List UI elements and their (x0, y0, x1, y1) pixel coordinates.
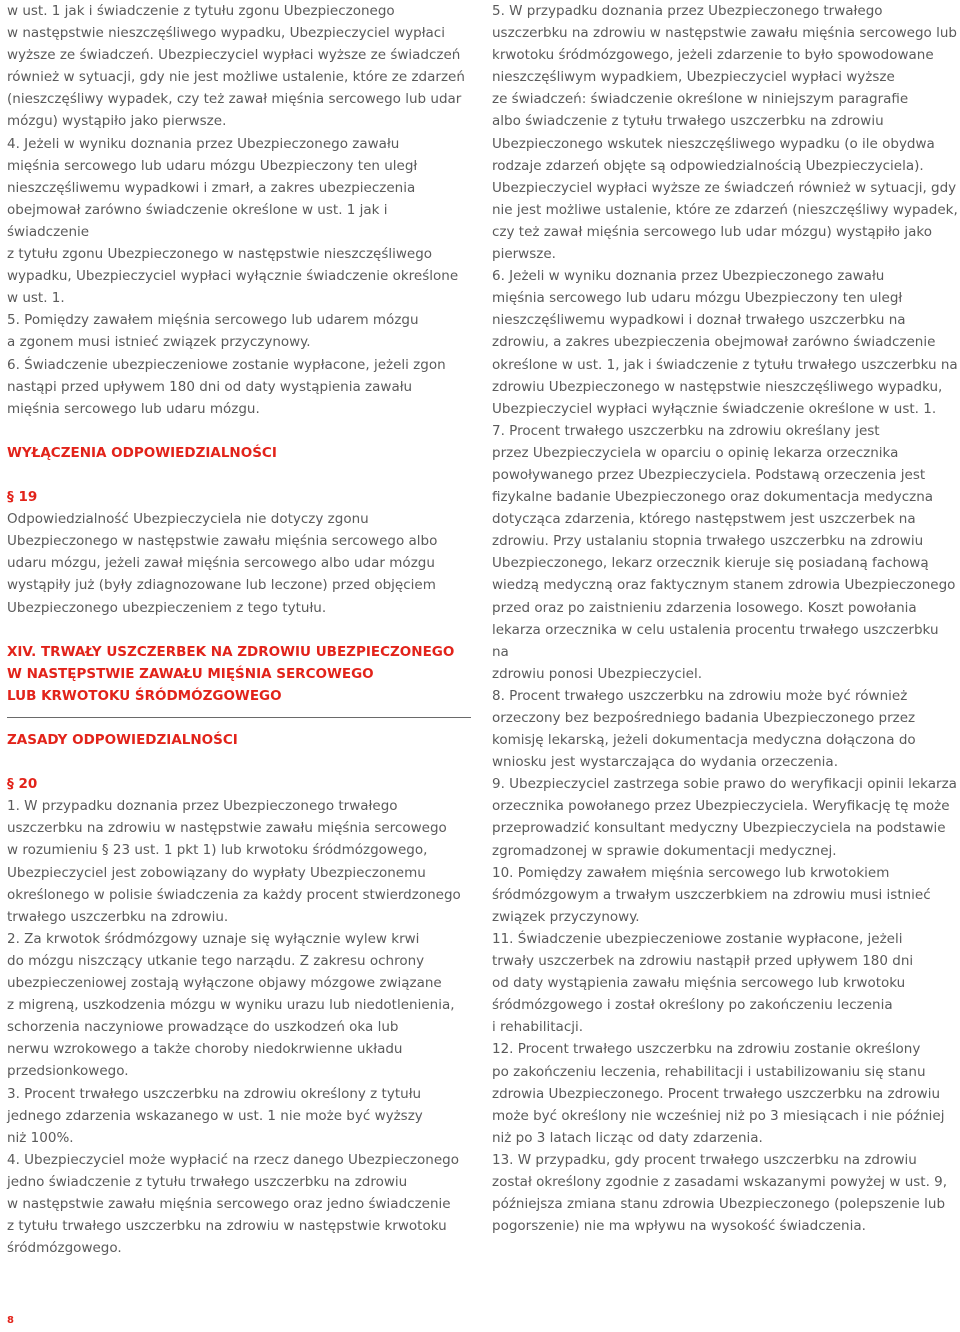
section-20-paragraph-7: 7. Procent trwałego uszczerbku na zdrowiu określany jest przez Ubezpieczyciela w oparciu o opinię lekarza orzecznika powoływanego przez Ubezpieczyciela. Podstawą orzeczenia jest fizykalne badanie Ubezpieczonego oraz dokumentacja medyczna dotycząca zdarzenia, którego następstwem jest uszczerbek na zdrowiu. Przy ustalaniu stopnia trwałego uszczerbku na zdrowiu Ubezpieczonego, lekarz orzecznik kieruje się posiadaną fachową wiedzą medyczną oraz faktycznym stanem zdrowia Ubezpieczonego przed oraz po zaistnieniu zdarzenia losowego. Koszt powołania lekarza orzecznika w celu ustalenia procentu trwałego uszczerbku na zdrowiu ponosi Ubezpieczyciel. (492, 422, 956, 682)
spacer (7, 420, 469, 442)
section-20-number: § 20 (7, 776, 38, 793)
section-20-paragraph-11: 11. Świadczenie ubezpieczeniowe zostanie wypłacone, jeżeli trwały uszczerbek na zdrowiu nastąpił przed upływem 180 dni od daty wystąpienia zawału mięśnia sercowego lub krwotoku śródmózgowego i został określony po zakończeniu leczenia i rehabilitacji. (492, 930, 914, 1036)
section-20-paragraph-3: 3. Procent trwałego uszczerbku na zdrowiu określony z tytułu jednego zdarzenia wskazanego w ust. 1 nie może być wyższy niż 100%. (7, 1085, 423, 1146)
section-20-paragraph-5: 5. W przypadku doznania przez Ubezpieczonego trwałego uszczerbku na zdrowiu w następstwie zawału mięśnia sercowego lub krwotoku śródmózgowego, jeżeli zdarzenie to było spowodowane nieszczęśliwym wypadkiem, Ubezpieczyciel wypłaci wyższe ze świadczeń: świadczenie określone w niniejszym paragrafie albo świadczenie z tytułu trwałego uszczerbku na zdrowiu Ubezpieczonego wskutek nieszczęśliwego wypadku (o ile obydwa rodzaje zdarzeń objęte są odpowiedzialnością Ubezpieczyciela). Ubezpieczyciel wypłaci wyższe ze świadczeń również w sytuacji, gdy nie jest możliwe ustalenie, które ze zdarzeń (nieszczęśliwy wypadek, czy też zawał mięśnia sercowego lub udar mózgu) wystąpiło jako pierwsze. (492, 3, 958, 263)
spacer (7, 464, 469, 486)
section-20-paragraph-10: 10. Pomiędzy zawałem mięśnia sercowego lub krwotokiem śródmózgowym a trwałym uszczerbkiem na zdrowiu musi istnieć związek przyczynowy. (492, 864, 931, 925)
section-20-paragraph-13: 13. W przypadku, gdy procent trwałego uszczerbku na zdrowiu został określony zgodnie z zasadami wskazanymi powyżej w ust. 9, późniejsza zmiana stanu zdrowia Ubezpieczonego (polepszenie lub pogorszenie) nie ma wpływu na wysokość świadczenia. (492, 1151, 948, 1235)
section-20-paragraph-6: 6. Jeżeli w wyniku doznania przez Ubezpieczonego zawału mięśnia sercowego lub udaru mózgu Ubezpieczony ten uległ nieszczęśliwemu wypadkowi i doznał trwałego uszczerbku na zdrowiu, a zakres ubezpieczenia obejmował zarówno świadczenie określone w ust. 1, jak i świadczenie z tytułu trwałego uszczerbku na zdrowiu Ubezpieczonego w następstwie nieszczęśliwego wypadku, Ubezpieczyciel wypłaci wyłącznie świadczenie określone w ust. 1. (492, 268, 958, 417)
spacer (7, 751, 469, 773)
heading-exclusions: WYŁĄCZENIA ODPOWIEDZIALNOŚCI (7, 444, 277, 461)
section-19-text: Odpowiedzialność Ubezpieczyciela nie dotyczy zgonu Ubezpieczonego w następstwie zawału mięśnia sercowego albo udaru mózgu, jeżeli zawał mięśnia sercowego albo udar mózgu wystąpiły już (były zdiagnozowane lub leczone) przed objęciem Ubezpieczonego ubezpieczeniem z tego tytułu. (7, 511, 438, 616)
section-20-paragraph-1: 1. W przypadku doznania przez Ubezpieczonego trwałego uszczerbku na zdrowiu w następstwie zawału mięśnia sercowego w rozumieniu § 23 ust. 1 pkt 1) lub krwotoku śródmózgowego, Ubezpieczyciel jest zobowiązany do wypłaty Ubezpieczonemu określonego w polisie świadczenia za każdy procent stwierdzonego trwałego uszczerbku na zdrowiu. (7, 798, 461, 925)
paragraph-6: 6. Świadczenie ubezpieczeniowe zostanie wypłacone, jeżeli zgon nastąpi przed upływem 180 dni od daty wystąpienia zawału mięśnia sercowego lub udaru mózgu. (7, 356, 446, 417)
paragraph-4: 4. Jeżeli w wyniku doznania przez Ubezpieczonego zawału mięśnia sercowego lub udaru mózgu Ubezpieczony ten uległ nieszczęśliwemu wypadkowi i zmarł, a zakres ubezpieczenia obejmował zarówno świadczenie określone w ust. 1 jak i świadczenie z tytułu zgonu Ubezpieczonego w następstwie nieszczęśliwego wypadku, Ubezpieczyciel wypłaci wyłącznie świadczenie określone w ust. 1. (7, 135, 459, 307)
section-20-paragraph-12: 12. Procent trwałego uszczerbku na zdrowiu zostanie określony po zakończeniu leczenia, rehabilitacji i ustabilizowaniu się stanu zdrowia Ubezpieczonego. Procent trwałego uszczerbku na zdrowiu może być określony nie wcześniej niż po 3 miesiącach i nie później niż po 3 latach licząc od daty zdarzenia. (492, 1041, 945, 1146)
section-20-paragraph-8: 8. Procent trwałego uszczerbku na zdrowiu może być również orzeczony bez bezpośredniego badania Ubezpieczonego przez komisję lekarską, jeżeli dokumentacja medyczna dołączona do wniosku jest wystarczająca do wydania orzeczenia. (492, 687, 916, 771)
horizontal-divider (7, 717, 471, 718)
section-19-number: § 19 (7, 489, 38, 506)
spacer (7, 619, 469, 641)
section-20-paragraph-9: 9. Ubezpieczyciel zastrzega sobie prawo do weryfikacji opinii lekarza orzecznika powołanego przez Ubezpieczyciela. Weryfikację tę może przeprowadzić konsultant medyczny Ubezpieczyciela na podstawie zgromadzonej w sprawie dokumentacji medycznej. (492, 776, 957, 859)
right-column (492, 0, 958, 1237)
continued-paragraph: w ust. 1 jak i świadczenie z tytułu zgonu Ubezpieczonego w następstwie nieszczęśliwego wypadku, Ubezpieczyciel wypłaci wyższe ze świadczeń. Ubezpieczyciel wypłaci wyższe ze świadczeń również w sytuacji, gdy nie jest możliwe ustalenie, które ze zdarzeń (nieszczęśliwy wypadek, czy też zawał mięśnia sercowego lub udar mózgu) wystąpiło jako pierwsze. (7, 3, 465, 130)
page-number: 8 (7, 1315, 14, 1326)
heading-chapter-xiv: XIV. TRWAŁY USZCZERBEK NA ZDROWIU UBEZPIECZONEGO W NASTĘPSTWIE ZAWAŁU MIĘŚNIA SERCOWEGO LUB KRWOTOKU ŚRÓDMÓZGOWEGO (7, 643, 455, 704)
heading-liability-rules: ZASADY ODPOWIEDZIALNOŚCI (7, 732, 238, 748)
section-20-paragraph-2: 2. Za krwotok śródmózgowy uznaje się wyłącznie wylew krwi do mózgu niszczący utkanie tego narządu. Z zakresu ochrony ubezpieczeniowej zostają wyłączone objawy mózgowe związane z migreną, uszkodzenia mózgu w wyniku urazu lub niedotlenienia, schorzenia naczyniowe prowadzące do uszkodzeń oka lub nerwu wzrokowego a także choroby niedokrwienne układu przedsionkowego. (7, 930, 455, 1080)
section-20-paragraph-4: 4. Ubezpieczyciel może wypłacić na rzecz danego Ubezpieczonego jedno świadczenie z tytułu trwałego uszczerbku na zdrowiu w następstwie zawału mięśnia sercowego oraz jedno świadczenie z tytułu trwałego uszczerbku na zdrowiu w następstwie krwotoku śródmózgowego. (7, 1151, 459, 1257)
paragraph-5: 5. Pomiędzy zawałem mięśnia sercowego lub udarem mózgu a zgonem musi istnieć związek przyczynowy. (7, 312, 419, 351)
left-column (7, 0, 469, 1259)
